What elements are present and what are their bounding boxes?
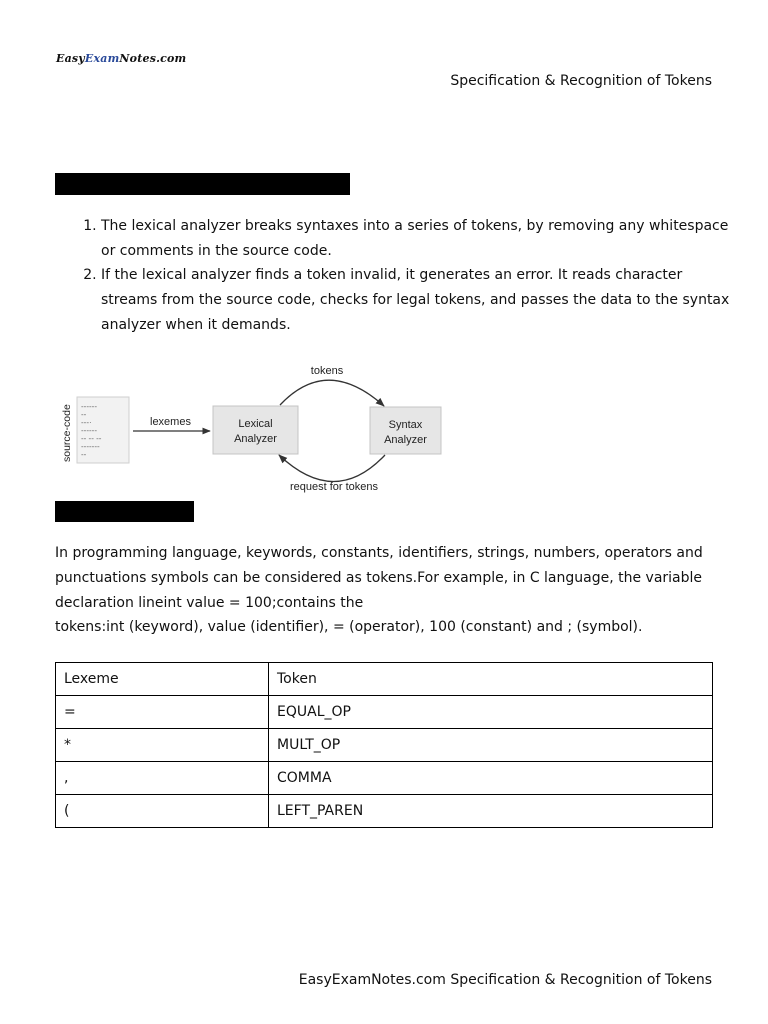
paragraph-line: In programming language, keywords, constants, identifiers, strings, numbers, operators and (55, 545, 703, 561)
table-cell-token: LEFT_PAREN (269, 795, 713, 828)
table-cell-lexeme: ( (56, 795, 269, 828)
site-logo (56, 52, 186, 65)
logo-part-easy: Easy (56, 52, 85, 65)
list-item: 2. If the lexical analyzer finds a token invalid, it generates an error. It reads character streams from the source code, checks for legal tokens, and passes the data to the syntax analyzer when it demands. (101, 263, 741, 337)
code-line: ------- (81, 442, 100, 451)
code-line: ------ (81, 402, 97, 411)
code-line: ------ (81, 426, 97, 435)
table-header-cell: Lexeme (56, 663, 269, 696)
paragraph-line: declaration lineint value = 100;contains the (55, 594, 364, 611)
redacted-heading-1 (55, 173, 350, 195)
page-footer: EasyExamNotes.com Specification & Recognition of Tokens (298, 972, 712, 988)
paragraph-line: punctuations symbols can be considered as tokens.For example, in C language, the variable (55, 569, 703, 586)
tokens-arrow (280, 380, 384, 406)
redacted-heading-2 (55, 501, 194, 522)
paragraph-line: tokens:int (keyword), value (identifier), = (operator), 100 (constant) and ; (symbol). (55, 619, 643, 636)
lexemes-label: lexemes (150, 416, 191, 428)
table-cell-token: COMMA (269, 762, 713, 795)
lexical-analyzer-diagram (55, 360, 455, 500)
source-code-label: source-code (61, 404, 73, 462)
page-header-title: Specification & Recognition of Tokens (450, 73, 712, 89)
table-header-row (56, 663, 713, 696)
table-cell-token: MULT_OP (269, 729, 713, 762)
lexical-label-line2: Analyzer (234, 433, 277, 445)
table-cell-lexeme: = (56, 696, 269, 729)
code-line: -- (81, 450, 87, 459)
request-arrow (279, 455, 385, 482)
code-line: -- -- -- (81, 434, 102, 443)
table-row (56, 795, 713, 828)
code-line: -- (81, 410, 87, 419)
request-label: request for tokens (289, 481, 379, 493)
table-header-cell: Token (269, 663, 713, 696)
tokens-label: tokens (310, 365, 344, 377)
table-cell-lexeme: * (56, 729, 269, 762)
list-item: 1. The lexical analyzer breaks syntaxes into a series of tokens, by removing any whitespace or comments in the source code. (101, 214, 741, 263)
logo-part-notes: Notes.com (119, 52, 187, 65)
syntax-label-line1: Syntax (388, 419, 423, 431)
table-row (56, 762, 713, 795)
table-cell-token: EQUAL_OP (269, 696, 713, 729)
table-cell-lexeme: , (56, 762, 269, 795)
tokens-paragraph (55, 541, 720, 640)
syntax-label-line2: Analyzer (384, 434, 427, 446)
diagram-svg (55, 360, 455, 496)
table-row (56, 696, 713, 729)
table-row (56, 729, 713, 762)
lexical-label-line1: Lexical (238, 418, 273, 430)
points-list (55, 214, 741, 338)
logo-part-exam: Exam (84, 52, 120, 65)
lexical-analyzer-box (213, 406, 298, 454)
code-line: ---· (81, 418, 92, 427)
lexeme-token-table (55, 662, 713, 828)
